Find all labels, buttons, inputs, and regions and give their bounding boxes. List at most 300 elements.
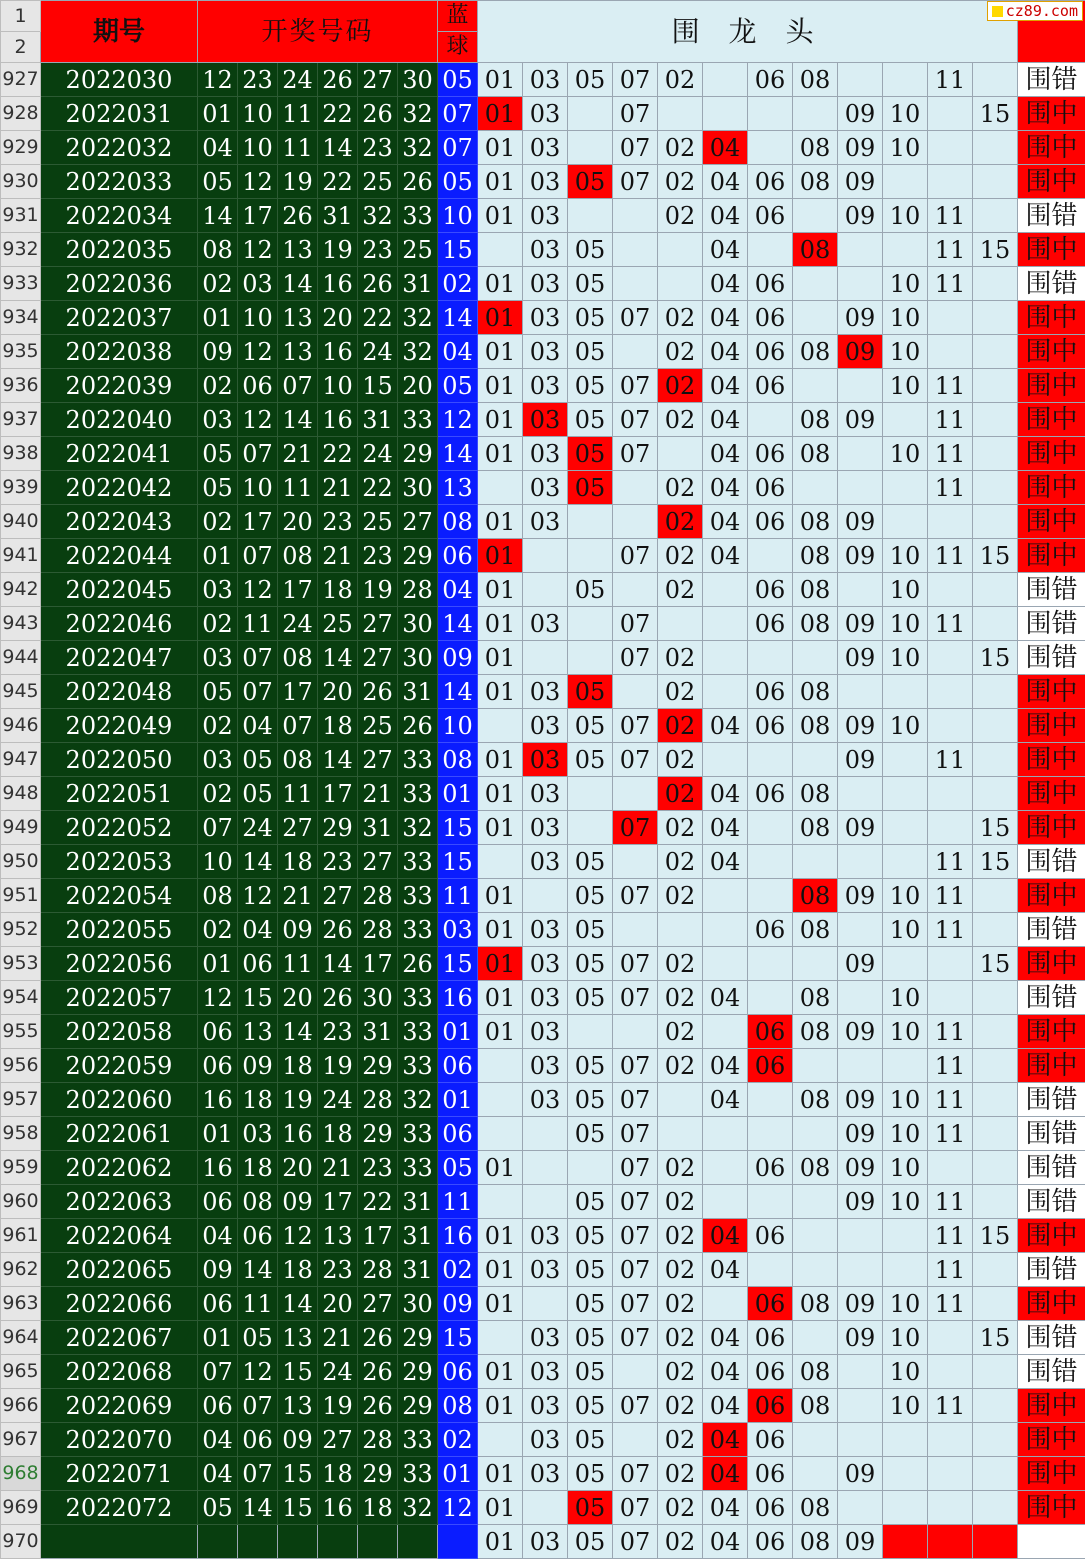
dragon-head-cell[interactable] <box>973 1457 1018 1491</box>
dragon-head-cell[interactable] <box>748 539 793 573</box>
dragon-head-hit-cell[interactable]: 01 <box>478 539 523 573</box>
period-cell[interactable]: 2022032 <box>41 131 198 165</box>
dragon-head-cell[interactable]: 05 <box>568 743 613 777</box>
result-cell[interactable]: 围中 <box>1018 335 1085 369</box>
dragon-head-cell[interactable]: 03 <box>523 1015 568 1049</box>
dragon-head-cell[interactable] <box>478 233 523 267</box>
dragon-head-cell[interactable]: 08 <box>793 403 838 437</box>
dragon-head-cell[interactable]: 03 <box>523 369 568 403</box>
dragon-head-cell[interactable] <box>973 1491 1018 1525</box>
dragon-head-cell[interactable]: 02 <box>658 1151 703 1185</box>
dragon-head-cell[interactable]: 09 <box>838 1457 883 1491</box>
draw-number-cell[interactable] <box>278 1525 318 1559</box>
draw-number-cell[interactable]: 02 <box>198 369 238 403</box>
dragon-head-cell[interactable] <box>883 743 928 777</box>
dragon-head-cell[interactable]: 03 <box>523 845 568 879</box>
dragon-head-hit-cell[interactable]: 02 <box>658 505 703 539</box>
dragon-head-cell[interactable]: 10 <box>883 1321 928 1355</box>
dragon-head-cell[interactable] <box>838 437 883 471</box>
draw-number-cell[interactable]: 05 <box>198 675 238 709</box>
dragon-head-cell[interactable] <box>748 811 793 845</box>
draw-number-cell[interactable]: 20 <box>278 505 318 539</box>
draw-number-cell[interactable]: 09 <box>278 1423 318 1457</box>
draw-number-cell[interactable]: 19 <box>358 573 398 607</box>
dragon-head-cell[interactable] <box>793 1219 838 1253</box>
draw-number-cell[interactable]: 18 <box>318 573 358 607</box>
period-cell[interactable]: 2022062 <box>41 1151 198 1185</box>
draw-number-cell[interactable]: 29 <box>398 1389 438 1423</box>
row-number[interactable]: 941 <box>1 539 41 573</box>
dragon-head-cell[interactable] <box>973 335 1018 369</box>
draw-number-cell[interactable]: 33 <box>398 1423 438 1457</box>
draw-number-cell[interactable]: 26 <box>318 913 358 947</box>
dragon-head-cell[interactable] <box>838 369 883 403</box>
dragon-head-cell[interactable] <box>568 777 613 811</box>
dragon-head-cell[interactable]: 01 <box>478 743 523 777</box>
draw-number-cell[interactable]: 26 <box>358 267 398 301</box>
row-number[interactable]: 949 <box>1 811 41 845</box>
dragon-head-cell[interactable]: 09 <box>838 1185 883 1219</box>
result-cell[interactable]: 围错 <box>1018 1185 1085 1219</box>
dragon-head-cell[interactable] <box>838 777 883 811</box>
draw-number-cell[interactable]: 05 <box>238 1321 278 1355</box>
draw-number-cell[interactable]: 29 <box>398 1321 438 1355</box>
draw-number-cell[interactable]: 18 <box>238 1151 278 1185</box>
draw-number-cell[interactable]: 24 <box>278 607 318 641</box>
dragon-head-cell[interactable] <box>973 301 1018 335</box>
dragon-head-cell[interactable]: 10 <box>883 199 928 233</box>
result-cell[interactable]: 围中 <box>1018 301 1085 335</box>
dragon-head-cell[interactable]: 07 <box>613 369 658 403</box>
draw-number-cell[interactable]: 26 <box>398 947 438 981</box>
dragon-head-cell[interactable]: 11 <box>928 1185 973 1219</box>
draw-number-cell[interactable]: 33 <box>398 1117 438 1151</box>
row-number[interactable]: 956 <box>1 1049 41 1083</box>
draw-number-cell[interactable]: 03 <box>198 641 238 675</box>
dragon-head-cell[interactable]: 03 <box>523 199 568 233</box>
period-cell[interactable]: 2022038 <box>41 335 198 369</box>
dragon-head-cell[interactable]: 02 <box>658 743 703 777</box>
dragon-head-cell[interactable] <box>658 233 703 267</box>
draw-number-cell[interactable]: 15 <box>278 1355 318 1389</box>
dragon-head-cell[interactable]: 10 <box>883 1287 928 1321</box>
dragon-head-cell[interactable]: 08 <box>793 1151 838 1185</box>
dragon-head-cell[interactable] <box>568 607 613 641</box>
blue-ball-cell[interactable]: 14 <box>438 607 478 641</box>
blue-ball-cell[interactable]: 15 <box>438 233 478 267</box>
draw-number-cell[interactable]: 33 <box>398 845 438 879</box>
dragon-head-cell[interactable]: 06 <box>748 777 793 811</box>
draw-number-cell[interactable] <box>398 1525 438 1559</box>
draw-number-cell[interactable]: 15 <box>278 1457 318 1491</box>
dragon-head-cell[interactable]: 08 <box>793 777 838 811</box>
dragon-head-cell[interactable]: 01 <box>478 573 523 607</box>
draw-number-cell[interactable]: 06 <box>238 1423 278 1457</box>
dragon-head-cell[interactable] <box>478 1049 523 1083</box>
dragon-head-cell[interactable]: 06 <box>748 1525 793 1559</box>
row-number[interactable]: 964 <box>1 1321 41 1355</box>
dragon-head-cell[interactable] <box>613 233 658 267</box>
draw-number-cell[interactable]: 23 <box>358 131 398 165</box>
blue-ball-cell[interactable]: 08 <box>438 1389 478 1423</box>
row-number[interactable]: 960 <box>1 1185 41 1219</box>
dragon-head-cell[interactable]: 02 <box>658 1185 703 1219</box>
blue-ball-cell[interactable]: 03 <box>438 913 478 947</box>
draw-number-cell[interactable]: 16 <box>198 1151 238 1185</box>
blue-ball-cell[interactable]: 02 <box>438 267 478 301</box>
dragon-head-cell[interactable]: 11 <box>928 1117 973 1151</box>
dragon-head-cell[interactable] <box>613 777 658 811</box>
draw-number-cell[interactable]: 21 <box>318 1321 358 1355</box>
dragon-head-cell[interactable]: 01 <box>478 1355 523 1389</box>
draw-number-cell[interactable]: 25 <box>318 607 358 641</box>
period-cell[interactable]: 2022044 <box>41 539 198 573</box>
draw-number-cell[interactable]: 28 <box>358 913 398 947</box>
row-number[interactable]: 950 <box>1 845 41 879</box>
period-cell[interactable]: 2022070 <box>41 1423 198 1457</box>
dragon-head-cell[interactable] <box>703 641 748 675</box>
dragon-head-cell[interactable]: 01 <box>478 437 523 471</box>
period-cell[interactable]: 2022060 <box>41 1083 198 1117</box>
blue-ball-cell[interactable]: 15 <box>438 845 478 879</box>
draw-number-cell[interactable]: 09 <box>198 335 238 369</box>
dragon-head-cell[interactable]: 08 <box>793 573 838 607</box>
dragon-head-cell[interactable] <box>928 1355 973 1389</box>
dragon-head-cell[interactable]: 06 <box>748 607 793 641</box>
dragon-head-cell[interactable] <box>748 233 793 267</box>
dragon-head-cell[interactable]: 07 <box>613 1253 658 1287</box>
draw-number-cell[interactable]: 21 <box>318 471 358 505</box>
draw-number-cell[interactable]: 11 <box>278 777 318 811</box>
dragon-head-cell[interactable]: 06 <box>748 267 793 301</box>
dragon-head-cell[interactable] <box>478 1321 523 1355</box>
dragon-head-cell[interactable] <box>568 1015 613 1049</box>
blue-ball-cell[interactable]: 15 <box>438 1321 478 1355</box>
draw-number-cell[interactable]: 02 <box>198 267 238 301</box>
draw-number-cell[interactable]: 13 <box>278 1389 318 1423</box>
blue-ball-cell[interactable]: 08 <box>438 505 478 539</box>
dragon-head-cell[interactable] <box>973 1253 1018 1287</box>
dragon-head-cell[interactable]: 07 <box>613 1457 658 1491</box>
blue-ball-cell[interactable]: 06 <box>438 1355 478 1389</box>
result-cell[interactable]: 围错 <box>1018 1355 1085 1389</box>
dragon-head-cell[interactable] <box>658 97 703 131</box>
draw-number-cell[interactable]: 14 <box>318 131 358 165</box>
dragon-head-cell[interactable]: 01 <box>478 641 523 675</box>
result-cell[interactable]: 围中 <box>1018 471 1085 505</box>
dragon-head-cell[interactable] <box>703 743 748 777</box>
dragon-head-cell[interactable] <box>973 1151 1018 1185</box>
blue-ball-cell[interactable]: 11 <box>438 879 478 913</box>
draw-number-cell[interactable]: 23 <box>358 233 398 267</box>
dragon-head-cell[interactable] <box>838 573 883 607</box>
blue-ball-cell[interactable]: 02 <box>438 1253 478 1287</box>
draw-number-cell[interactable]: 30 <box>398 607 438 641</box>
dragon-head-cell[interactable]: 07 <box>613 1185 658 1219</box>
draw-number-cell[interactable]: 20 <box>278 981 318 1015</box>
draw-number-cell[interactable]: 14 <box>238 1253 278 1287</box>
dragon-head-cell[interactable]: 11 <box>928 471 973 505</box>
dragon-head-cell[interactable]: 04 <box>703 1389 748 1423</box>
dragon-head-cell[interactable]: 11 <box>928 233 973 267</box>
dragon-head-cell[interactable]: 09 <box>838 199 883 233</box>
dragon-head-cell[interactable] <box>703 63 748 97</box>
dragon-head-cell[interactable]: 05 <box>568 1389 613 1423</box>
dragon-head-hit-cell[interactable]: 08 <box>793 233 838 267</box>
dragon-head-cell[interactable]: 07 <box>613 97 658 131</box>
result-cell[interactable]: 围错 <box>1018 913 1085 947</box>
draw-number-cell[interactable]: 22 <box>318 165 358 199</box>
row-number[interactable]: 1 <box>1 1 41 32</box>
result-cell[interactable]: 围中 <box>1018 539 1085 573</box>
dragon-head-cell[interactable] <box>928 165 973 199</box>
dragon-head-cell[interactable]: 01 <box>478 403 523 437</box>
row-number[interactable]: 958 <box>1 1117 41 1151</box>
dragon-head-cell[interactable]: 01 <box>478 1219 523 1253</box>
row-number[interactable]: 944 <box>1 641 41 675</box>
dragon-head-cell[interactable] <box>883 403 928 437</box>
dragon-head-cell[interactable]: 01 <box>478 1151 523 1185</box>
dragon-head-cell[interactable]: 11 <box>928 1083 973 1117</box>
draw-number-cell[interactable]: 07 <box>238 675 278 709</box>
dragon-head-cell[interactable] <box>748 845 793 879</box>
dragon-head-hit-cell[interactable]: 09 <box>838 335 883 369</box>
draw-number-cell[interactable]: 23 <box>318 1015 358 1049</box>
draw-number-cell[interactable]: 22 <box>318 97 358 131</box>
draw-number-cell[interactable]: 04 <box>198 131 238 165</box>
dragon-head-cell[interactable] <box>973 607 1018 641</box>
dragon-head-cell[interactable]: 02 <box>658 539 703 573</box>
dragon-head-cell[interactable] <box>973 199 1018 233</box>
row-number[interactable]: 970 <box>1 1525 41 1559</box>
dragon-head-cell[interactable]: 10 <box>883 1355 928 1389</box>
dragon-head-cell[interactable]: 01 <box>478 63 523 97</box>
draw-number-cell[interactable]: 33 <box>398 199 438 233</box>
draw-number-cell[interactable]: 05 <box>198 165 238 199</box>
period-cell[interactable]: 2022072 <box>41 1491 198 1525</box>
row-number[interactable]: 962 <box>1 1253 41 1287</box>
dragon-head-cell[interactable] <box>928 947 973 981</box>
draw-number-cell[interactable]: 16 <box>318 267 358 301</box>
dragon-head-cell[interactable]: 02 <box>658 1287 703 1321</box>
draw-number-cell[interactable]: 04 <box>198 1423 238 1457</box>
dragon-head-cell[interactable]: 01 <box>478 1389 523 1423</box>
dragon-head-cell[interactable] <box>973 573 1018 607</box>
draw-number-cell[interactable]: 05 <box>238 743 278 777</box>
dragon-head-cell[interactable] <box>928 1321 973 1355</box>
dragon-head-cell[interactable]: 07 <box>613 1219 658 1253</box>
dragon-head-cell[interactable]: 01 <box>478 1253 523 1287</box>
result-cell[interactable]: 围错 <box>1018 981 1085 1015</box>
dragon-head-cell[interactable]: 03 <box>523 1253 568 1287</box>
dragon-head-cell[interactable]: 03 <box>523 471 568 505</box>
row-number[interactable]: 930 <box>1 165 41 199</box>
dragon-head-cell[interactable]: 06 <box>748 369 793 403</box>
dragon-head-cell[interactable] <box>613 1355 658 1389</box>
dragon-head-cell[interactable] <box>793 369 838 403</box>
draw-number-cell[interactable]: 07 <box>278 369 318 403</box>
dragon-head-cell[interactable]: 10 <box>883 267 928 301</box>
dragon-head-cell[interactable] <box>613 505 658 539</box>
dragon-head-cell[interactable]: 04 <box>703 539 748 573</box>
blue-ball-cell[interactable]: 10 <box>438 199 478 233</box>
dragon-head-cell[interactable] <box>883 165 928 199</box>
dragon-head-cell[interactable]: 09 <box>838 607 883 641</box>
period-cell[interactable]: 2022071 <box>41 1457 198 1491</box>
dragon-head-cell[interactable]: 01 <box>478 1525 523 1559</box>
dragon-head-cell[interactable]: 10 <box>883 1185 928 1219</box>
result-cell[interactable]: 围错 <box>1018 607 1085 641</box>
dragon-head-cell[interactable]: 04 <box>703 233 748 267</box>
row-number[interactable]: 936 <box>1 369 41 403</box>
period-cell[interactable]: 2022050 <box>41 743 198 777</box>
dragon-head-cell[interactable] <box>478 709 523 743</box>
draw-number-cell[interactable]: 03 <box>238 1117 278 1151</box>
dragon-head-cell[interactable]: 05 <box>568 913 613 947</box>
dragon-head-cell[interactable] <box>928 981 973 1015</box>
dragon-head-cell[interactable] <box>748 1117 793 1151</box>
dragon-head-cell[interactable]: 05 <box>568 573 613 607</box>
dragon-head-cell[interactable]: 05 <box>568 335 613 369</box>
draw-number-cell[interactable]: 26 <box>358 97 398 131</box>
dragon-head-cell[interactable] <box>838 1355 883 1389</box>
draw-number-cell[interactable]: 31 <box>318 199 358 233</box>
draw-number-cell[interactable]: 08 <box>198 879 238 913</box>
dragon-head-cell[interactable]: 05 <box>568 1355 613 1389</box>
draw-number-cell[interactable]: 23 <box>318 845 358 879</box>
period-cell[interactable]: 2022067 <box>41 1321 198 1355</box>
dragon-head-cell[interactable]: 07 <box>613 641 658 675</box>
dragon-head-cell[interactable]: 02 <box>658 1491 703 1525</box>
draw-number-cell[interactable]: 11 <box>278 947 318 981</box>
draw-number-cell[interactable]: 02 <box>198 709 238 743</box>
dragon-head-cell[interactable] <box>928 131 973 165</box>
dragon-head-cell[interactable] <box>568 199 613 233</box>
dragon-head-cell[interactable]: 02 <box>658 573 703 607</box>
draw-number-cell[interactable]: 15 <box>278 1491 318 1525</box>
dragon-head-cell[interactable] <box>793 267 838 301</box>
dragon-head-cell[interactable]: 11 <box>928 1389 973 1423</box>
dragon-head-cell[interactable] <box>838 471 883 505</box>
blue-ball-cell[interactable]: 13 <box>438 471 478 505</box>
dragon-head-cell[interactable] <box>748 1185 793 1219</box>
dragon-head-cell[interactable]: 05 <box>568 981 613 1015</box>
dragon-head-cell[interactable]: 06 <box>748 437 793 471</box>
dragon-head-cell[interactable]: 10 <box>883 539 928 573</box>
draw-number-cell[interactable]: 30 <box>398 1287 438 1321</box>
dragon-head-cell[interactable]: 10 <box>883 913 928 947</box>
dragon-head-cell[interactable]: 05 <box>568 1321 613 1355</box>
dragon-head-cell[interactable]: 09 <box>838 165 883 199</box>
draw-number-cell[interactable]: 01 <box>198 97 238 131</box>
dragon-head-cell[interactable] <box>838 267 883 301</box>
period-cell[interactable]: 2022069 <box>41 1389 198 1423</box>
result-cell[interactable]: 围中 <box>1018 505 1085 539</box>
dragon-head-cell[interactable] <box>793 947 838 981</box>
dragon-head-cell[interactable] <box>928 301 973 335</box>
dragon-head-cell[interactable]: 08 <box>793 675 838 709</box>
row-number[interactable]: 945 <box>1 675 41 709</box>
dragon-head-cell[interactable]: 02 <box>658 1015 703 1049</box>
blue-ball-cell[interactable]: 06 <box>438 1117 478 1151</box>
dragon-head-hit-cell[interactable]: 06 <box>748 1287 793 1321</box>
dragon-head-hit-cell[interactable]: 07 <box>613 811 658 845</box>
dragon-head-cell[interactable]: 03 <box>523 267 568 301</box>
row-number[interactable]: 943 <box>1 607 41 641</box>
result-cell[interactable]: 围错 <box>1018 1321 1085 1355</box>
draw-number-cell[interactable]: 17 <box>278 573 318 607</box>
row-number[interactable]: 959 <box>1 1151 41 1185</box>
dragon-head-cell[interactable]: 11 <box>928 879 973 913</box>
dragon-head-cell[interactable]: 05 <box>568 267 613 301</box>
dragon-head-cell[interactable]: 08 <box>793 1355 838 1389</box>
dragon-head-cell[interactable]: 07 <box>613 1117 658 1151</box>
dragon-head-cell[interactable]: 09 <box>838 97 883 131</box>
dragon-head-cell[interactable] <box>523 1287 568 1321</box>
dragon-head-cell[interactable] <box>478 1117 523 1151</box>
dragon-head-cell[interactable]: 08 <box>793 539 838 573</box>
dragon-head-cell[interactable]: 04 <box>703 437 748 471</box>
dragon-head-cell[interactable]: 01 <box>478 879 523 913</box>
dragon-head-cell[interactable]: 15 <box>973 1321 1018 1355</box>
dragon-head-cell[interactable]: 02 <box>658 63 703 97</box>
draw-number-cell[interactable]: 09 <box>278 1185 318 1219</box>
blue-ball-cell[interactable]: 16 <box>438 981 478 1015</box>
draw-number-cell[interactable]: 29 <box>398 1355 438 1389</box>
dragon-head-cell[interactable]: 02 <box>658 1049 703 1083</box>
draw-number-cell[interactable]: 25 <box>358 505 398 539</box>
dragon-head-cell[interactable] <box>748 947 793 981</box>
result-cell[interactable]: 围中 <box>1018 709 1085 743</box>
draw-number-cell[interactable]: 14 <box>278 403 318 437</box>
dragon-head-cell[interactable]: 02 <box>658 1321 703 1355</box>
dragon-head-cell[interactable]: 07 <box>613 709 658 743</box>
dragon-head-cell[interactable] <box>793 1423 838 1457</box>
dragon-head-hit-cell[interactable]: 06 <box>748 1389 793 1423</box>
blue-ball-cell[interactable]: 08 <box>438 743 478 777</box>
dragon-head-cell[interactable] <box>973 777 1018 811</box>
dragon-head-cell[interactable]: 02 <box>658 301 703 335</box>
dragon-head-cell[interactable] <box>883 233 928 267</box>
result-cell[interactable]: 围中 <box>1018 811 1085 845</box>
blue-ball-cell[interactable]: 14 <box>438 301 478 335</box>
dragon-head-cell[interactable] <box>973 879 1018 913</box>
dragon-head-cell[interactable] <box>973 1117 1018 1151</box>
dragon-head-cell[interactable]: 09 <box>838 1117 883 1151</box>
dragon-head-cell[interactable] <box>613 573 658 607</box>
dragon-head-hit-cell[interactable]: 05 <box>568 437 613 471</box>
dragon-head-cell[interactable]: 05 <box>568 1457 613 1491</box>
dragon-head-hit-cell[interactable]: 05 <box>568 675 613 709</box>
dragon-head-cell[interactable]: 08 <box>793 981 838 1015</box>
dragon-head-cell[interactable]: 06 <box>748 1491 793 1525</box>
draw-number-cell[interactable]: 16 <box>278 1117 318 1151</box>
dragon-head-cell[interactable]: 02 <box>658 845 703 879</box>
draw-number-cell[interactable]: 23 <box>358 1151 398 1185</box>
dragon-head-cell[interactable] <box>703 573 748 607</box>
dragon-head-cell[interactable] <box>883 845 928 879</box>
draw-number-cell[interactable]: 16 <box>318 403 358 437</box>
dragon-head-cell[interactable] <box>973 403 1018 437</box>
dragon-head-cell[interactable] <box>703 1287 748 1321</box>
draw-number-cell[interactable] <box>198 1525 238 1559</box>
dragon-head-cell[interactable]: 10 <box>883 607 928 641</box>
dragon-head-cell[interactable] <box>973 1083 1018 1117</box>
draw-number-cell[interactable]: 01 <box>198 301 238 335</box>
dragon-head-cell[interactable]: 03 <box>523 131 568 165</box>
dragon-head-cell[interactable] <box>973 165 1018 199</box>
dragon-head-cell[interactable]: 05 <box>568 1253 613 1287</box>
